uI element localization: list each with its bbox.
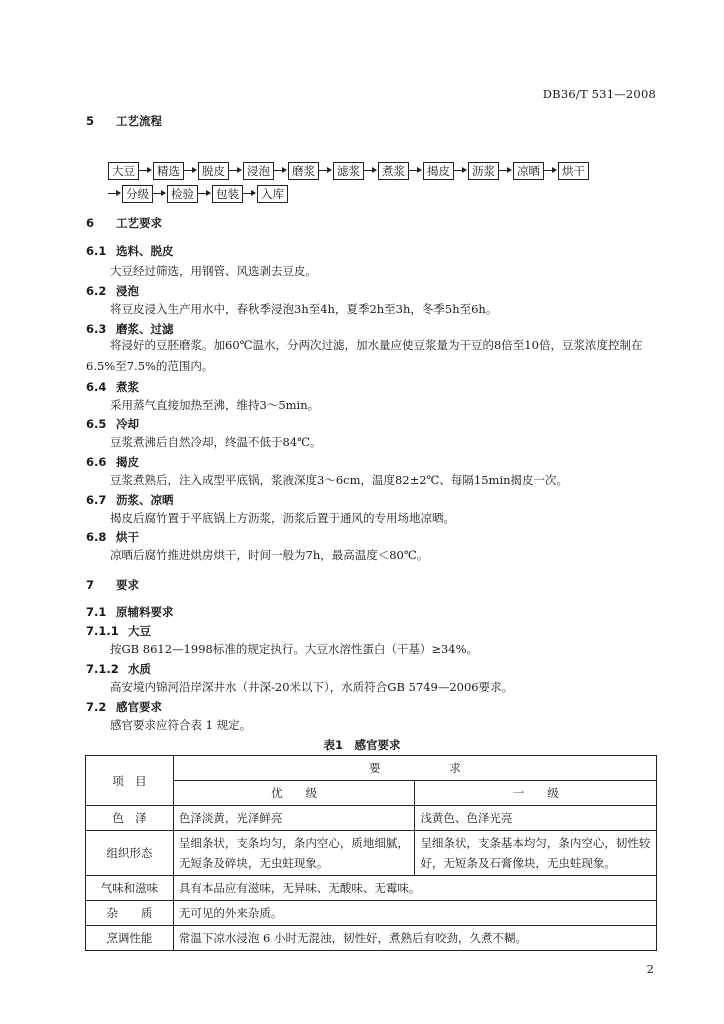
subsection-number: 6.6: [86, 455, 107, 469]
flow-step-box: 滤浆: [333, 162, 364, 180]
row-label-cell: 色 泽: [86, 806, 174, 831]
subsection-number: 6.4: [86, 380, 107, 394]
header-item-cell: 项 目: [86, 756, 174, 806]
subsection-title: 大豆: [128, 624, 151, 638]
flow-step-box: 分级: [122, 185, 153, 203]
row-label-cell: 杂 质: [86, 901, 174, 926]
subsection-7-1-1-text: 按GB 8612—1998标准的规定执行。大豆水溶性蛋白（干基）≥34%。: [110, 642, 479, 656]
standard-code: DB36/T 531—2008: [542, 87, 656, 101]
subsection-title: 感官要求: [116, 700, 162, 714]
row-merged-value-cell: 无可见的外来杂质。: [173, 901, 656, 926]
table-row: [86, 901, 657, 926]
subsection-number: 6.2: [86, 284, 107, 298]
subsection-title: 浸泡: [116, 284, 139, 298]
sensory-requirements-table: [85, 755, 657, 951]
subsection-number: 6.8: [86, 530, 107, 544]
flow-arrow-icon: [364, 162, 378, 180]
row-first-grade-cell: 呈细条状，支条基本均匀，条内空心，韧性较好，无短条及石膏像块，无虫蛀现象。: [415, 831, 657, 876]
flow-step-box: 检验: [167, 185, 198, 203]
flow-arrow-icon: [229, 162, 243, 180]
subsection-6-5-text: 豆浆煮沸后自然冷却，终温不低于84℃。: [110, 435, 322, 449]
subsection-title: 选料、脱皮: [116, 244, 174, 258]
subsection-6-2-heading: [86, 283, 139, 299]
header-requirement-cell: 要 求: [173, 756, 656, 781]
flow-arrow-icon: [454, 162, 468, 180]
flow-arrow-icon: [184, 162, 198, 180]
flow-step-box: 凉晒: [513, 162, 544, 180]
subsection-6-1-text: 大豆经过筛选，用钢管、风选剥去豆皮。: [110, 264, 317, 278]
flow-arrow-icon: [319, 162, 333, 180]
subsection-7-1-2-heading: [86, 661, 151, 677]
flow-step-box: 入库: [257, 185, 288, 203]
subsection-title: 冷却: [116, 417, 139, 431]
table-row: [86, 876, 657, 901]
subsection-title: 原辅料要求: [116, 605, 174, 619]
subsection-number: 7.2: [86, 700, 107, 714]
subsection-title: 烘干: [116, 530, 139, 544]
subsection-number: 7.1.1: [86, 624, 119, 638]
subsection-6-4-heading: [86, 379, 139, 395]
flow-step-box: 精选: [153, 162, 184, 180]
flow-step-box: 烘干: [558, 162, 589, 180]
header-grade-premium-cell: 优 级: [173, 781, 415, 806]
section-title: 要求: [116, 578, 139, 592]
flow-step-box: 脱皮: [198, 162, 229, 180]
row-premium-grade-cell: 呈细条状，支条均匀，条内空心，质地细腻，无短条及碎块，无虫蛀现象。: [173, 831, 415, 876]
subsection-title: 水质: [128, 662, 151, 676]
section-number: 6: [86, 216, 95, 230]
subsection-7-2-heading: [86, 699, 162, 715]
row-label-cell: 组织形态: [86, 831, 174, 876]
table-header-row: [86, 756, 657, 781]
section-5-heading: [86, 113, 162, 129]
flow-arrow-icon: [108, 185, 122, 203]
row-label-cell: 烹调性能: [86, 926, 174, 951]
flow-step-box: 煮浆: [378, 162, 409, 180]
flow-step-box: 浸泡: [243, 162, 274, 180]
subsection-6-8-text: 凉晒后腐竹推进烘房烘干，时间一般为7h，最高温度＜80℃。: [110, 548, 429, 562]
section-number: 7: [86, 578, 95, 592]
flow-arrow-icon: [409, 162, 423, 180]
page-number: 2: [646, 962, 654, 976]
subsection-7-1-heading: [86, 604, 174, 620]
section-title: 工艺流程: [116, 114, 162, 128]
row-merged-value-cell: 常温下凉水浸泡 6 小时无混浊，韧性好，煮熟后有咬劲，久煮不糊。: [173, 926, 656, 951]
subsection-number: 6.7: [86, 493, 107, 507]
table-row: [86, 806, 657, 831]
row-label-cell: 气味和滋味: [86, 876, 174, 901]
section-7-heading: [86, 577, 139, 593]
row-premium-grade-cell: 色泽淡黄，光泽鲜亮: [173, 806, 415, 831]
row-first-grade-cell: 浅黄色、色泽光亮: [415, 806, 657, 831]
flow-arrow-icon: [198, 185, 212, 203]
subsection-6-7-text: 揭皮后腐竹置于平底锅上方沥浆，沥浆后置于通风的专用场地凉晒。: [110, 511, 455, 525]
subsection-6-2-text: 将豆皮浸入生产用水中，春秋季浸泡3h至4h，夏季2h至3h，冬季5h至6h。: [110, 302, 498, 316]
subsection-6-6-text: 豆浆煮熟后，注入成型平底锅，浆液深度3～6cm，温度82±2℃、每隔15min揭皮一次。: [110, 473, 569, 487]
subsection-title: 沥浆、凉晒: [116, 493, 174, 507]
subsection-number: 6.5: [86, 417, 107, 431]
flow-arrow-icon: [153, 185, 167, 203]
subsection-6-3-text: 将浸好的豆胚磨浆。加60℃温水，分两次过滤，加水量应使豆浆量为干豆的8倍至10倍，豆浆浓度控制在6.5%至7.5%的范围内。: [86, 338, 643, 373]
process-flow-row-2: [108, 185, 288, 203]
section-6-heading: [86, 215, 162, 231]
flow-arrow-icon: [243, 185, 257, 203]
flow-arrow-icon: [139, 162, 153, 180]
flow-step-box: 大豆: [108, 162, 139, 180]
flow-arrow-icon: [544, 162, 558, 180]
flow-step-box: 揭皮: [423, 162, 454, 180]
flow-step-box: 沥浆: [468, 162, 499, 180]
subsection-title: 揭皮: [116, 455, 139, 469]
subsection-number: 7.1.2: [86, 662, 119, 676]
table-row: [86, 926, 657, 951]
subsection-6-4-text: 采用蒸气直接加热至沸，维持3～5min。: [110, 398, 320, 412]
subsection-6-8-heading: [86, 529, 139, 545]
subsection-number: 6.1: [86, 244, 107, 258]
row-merged-value-cell: 具有本品应有滋味，无异味、无酸味、无霉味。: [173, 876, 656, 901]
flow-step-box: 包装: [212, 185, 243, 203]
subsection-number: 6.3: [86, 322, 107, 336]
subsection-6-7-heading: [86, 492, 174, 508]
subsection-7-2-text: 感官要求应符合表 1 规定。: [110, 718, 252, 732]
section-number: 5: [86, 114, 95, 128]
subsection-7-1-1-heading: [86, 623, 151, 639]
section-title: 工艺要求: [116, 216, 162, 230]
subsection-6-1-heading: [86, 243, 174, 259]
subsection-6-5-heading: [86, 416, 139, 432]
flow-arrow-icon: [499, 162, 513, 180]
subsection-7-1-2-text: 高安境内锦河沿岸深井水（井深-20米以下），水质符合GB 5749—2006要求。: [110, 680, 514, 694]
flow-arrow-icon: [274, 162, 288, 180]
process-flow-row-1: [108, 162, 589, 180]
subsection-6-6-heading: [86, 454, 139, 470]
header-grade-first-cell: 一 级: [415, 781, 657, 806]
flow-step-box: 磨浆: [288, 162, 319, 180]
table-row: [86, 831, 657, 876]
table-caption: 表1 感官要求: [323, 738, 401, 752]
subsection-number: 7.1: [86, 605, 107, 619]
subsection-title: 煮浆: [116, 380, 139, 394]
subsection-title: 磨浆、过滤: [116, 322, 174, 336]
